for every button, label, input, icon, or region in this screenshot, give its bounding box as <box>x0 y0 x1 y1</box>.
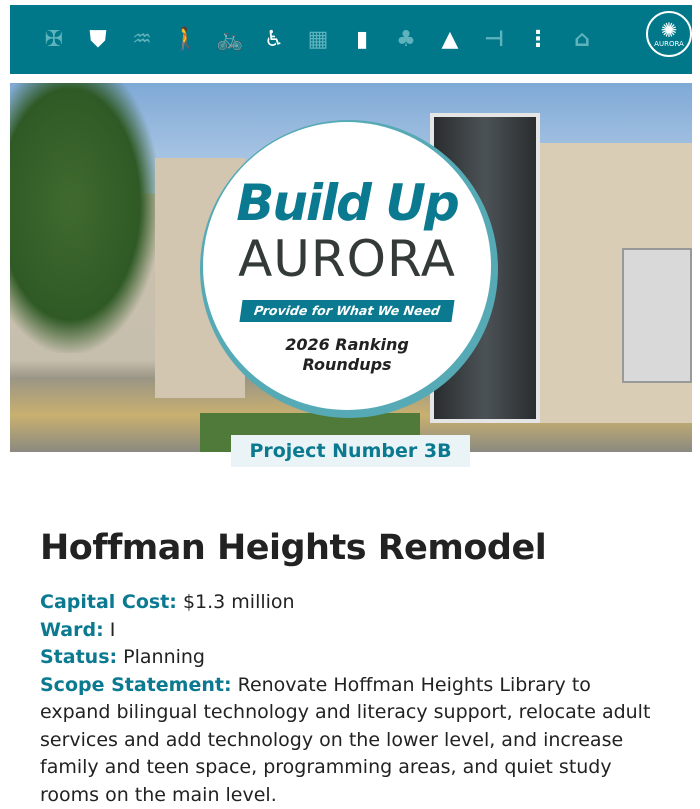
logo-tagline: Provide for What We Need <box>239 300 454 322</box>
build-up-aurora-logo <box>203 122 491 410</box>
pedestrian-icon: 🚶 <box>164 18 208 62</box>
trees-icon: ♣ <box>384 18 428 62</box>
police-badge-icon: ⛊ <box>76 18 120 62</box>
field-status: Status: Planning <box>40 644 660 672</box>
project-number-badge: Project Number 3B <box>231 435 470 467</box>
wheelchair-icon: ♿ <box>252 18 296 62</box>
library-icon: ⌂ <box>560 18 604 62</box>
page-title: Hoffman Heights Remodel <box>40 528 546 568</box>
fire-icon: ✠ <box>32 18 76 62</box>
traffic-light-icon: ⋮ <box>516 18 560 62</box>
field-capital-cost: Capital Cost: $1.3 million <box>40 589 660 617</box>
road-icon: ▮ <box>340 18 384 62</box>
sun-icon: ✺ <box>661 20 678 40</box>
project-info <box>40 589 660 809</box>
signpost-icon: ⊣ <box>472 18 516 62</box>
bike-icon: 🚲 <box>208 18 252 62</box>
animals-icon: ▲ <box>428 18 472 62</box>
logo-subtitle: 2026 Ranking Roundups <box>203 335 491 375</box>
trees <box>10 83 160 353</box>
logo-line2: AURORA <box>203 230 491 288</box>
facility-icon: ▦ <box>296 18 340 62</box>
pool-icon: ♒ <box>120 18 164 62</box>
logo-line1: Build Up <box>203 174 491 232</box>
category-icon-banner <box>10 5 692 74</box>
door <box>622 248 692 383</box>
field-ward: Ward: I <box>40 617 660 645</box>
city-seal-logo: ✺ AURORA <box>646 11 692 57</box>
field-scope: Scope Statement: Renovate Hoffman Heights Library to expand bilingual technology and literacy support, relocate adult services and add technology on the lower level, and increase family and teen space, programming areas, and quiet study rooms on the main level. <box>40 672 660 809</box>
